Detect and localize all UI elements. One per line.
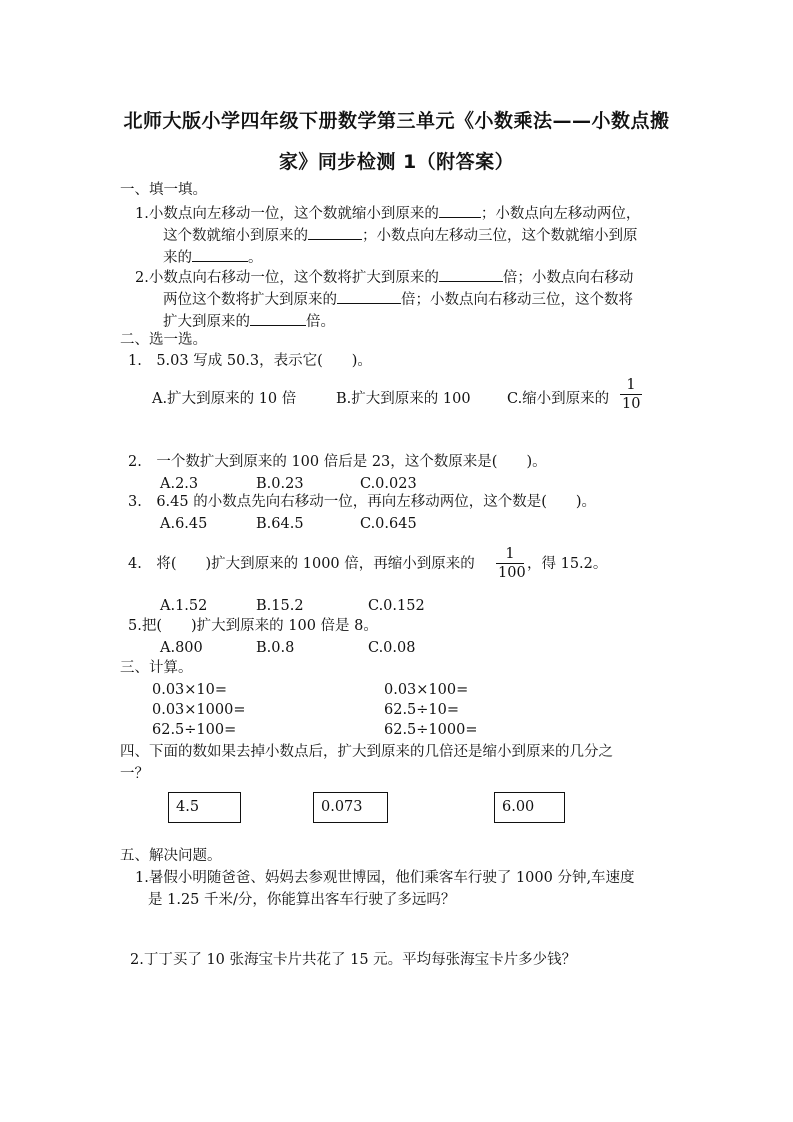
option-a[interactable]: A.2.3: [160, 476, 199, 492]
question-2-4-stem-end: ，得 15.2。: [527, 556, 608, 572]
option-b[interactable]: B.0.23: [256, 476, 304, 492]
fraction: [620, 376, 642, 413]
fraction-denominator: 10: [622, 396, 641, 412]
option-c[interactable]: C.0.08: [368, 640, 416, 656]
fraction-numerator: 1: [626, 377, 636, 393]
section-4-heading: 四、下面的数如果去掉小数点后，扩大到原来的几倍还是缩小到原来的几分之: [120, 744, 613, 760]
section-5-heading: 五、解决问题。: [120, 848, 222, 864]
page-title-line-2: 家》同步检测 1（附答案）: [278, 151, 515, 173]
question-text: 2.小数点向右移动一位，这个数将扩大到原来的: [135, 270, 439, 286]
option-c[interactable]: C.缩小到原来的: [507, 391, 610, 407]
option-a[interactable]: A.扩大到原来的 10 倍: [152, 391, 297, 407]
question-text: 1.小数点向左移动一位，这个数就缩小到原来的: [135, 206, 439, 222]
calc-expression: 0.03×100=: [384, 682, 469, 698]
problem-1-line-2: 是 1.25 千米/分，你能算出客车行驶了多远吗？: [148, 892, 456, 908]
question-text: 两位这个数将扩大到原来的: [163, 292, 337, 308]
option-a[interactable]: A.1.52: [160, 598, 208, 614]
question-1-1-line-1: [135, 202, 640, 224]
number-box: 4.5: [168, 792, 241, 823]
question-1-2-line-1: [135, 266, 633, 288]
option-b[interactable]: B.64.5: [256, 516, 304, 532]
calc-expression: 62.5÷1000=: [384, 722, 478, 738]
question-1-1-line-2: [163, 224, 638, 246]
question-text: 倍；小数点向右移动三位，这个数将: [401, 292, 633, 308]
option-a[interactable]: A.6.45: [160, 516, 208, 532]
question-1-2-line-3: [163, 310, 335, 332]
fraction: [496, 545, 524, 582]
question-text: 这个数就缩小到原来的: [163, 228, 308, 244]
page-title-line-1: 北师大版小学四年级下册数学第三单元《小数乘法——小数点搬: [123, 110, 670, 132]
question-2-5-stem: 5.把( )扩大到原来的 100 倍是 8。: [128, 618, 378, 634]
question-text: 扩大到原来的: [163, 314, 250, 330]
section-2-heading: 二、选一选。: [120, 332, 207, 348]
calc-expression: 62.5÷10=: [384, 702, 460, 718]
section-1-heading: 一、填一填。: [120, 182, 207, 198]
option-b[interactable]: B.0.8: [256, 640, 295, 656]
question-1-1-line-3: [163, 246, 263, 268]
question-1-2-line-2: [163, 288, 633, 310]
calc-expression: 0.03×1000=: [152, 702, 246, 718]
question-2-4-stem: 4. 将( )扩大到原来的 1000 倍，再缩小到原来的: [128, 556, 475, 572]
question-2-3-stem: 3. 6.45 的小数点先向右移动一位，再向左移动两位，这个数是( )。: [128, 494, 597, 510]
option-b[interactable]: B.扩大到原来的 100: [336, 391, 471, 407]
answer-blank[interactable]: [250, 310, 306, 326]
answer-blank[interactable]: [439, 202, 481, 218]
option-b[interactable]: B.15.2: [256, 598, 304, 614]
answer-blank[interactable]: [337, 288, 401, 304]
number-box: 0.073: [313, 792, 388, 823]
question-2-1-stem: 1. 5.03 写成 50.3，表示它( )。: [128, 353, 372, 369]
calc-expression: 0.03×10=: [152, 682, 228, 698]
section-4-heading-cont: 一？: [120, 766, 149, 782]
number-box: 6.00: [494, 792, 565, 823]
fraction-denominator: 100: [498, 565, 526, 581]
question-text: 。: [248, 250, 263, 266]
question-text: 倍；小数点向右移动: [502, 270, 634, 286]
section-3-heading: 三、计算。: [120, 660, 193, 676]
question-text: ；小数点向左移动三位，这个数就缩小到原: [362, 228, 638, 244]
answer-blank[interactable]: [439, 266, 503, 282]
question-text: 来的: [163, 250, 192, 266]
answer-blank[interactable]: [308, 224, 362, 240]
problem-2: 2.丁丁买了 10 张海宝卡片共花了 15 元。平均每张海宝卡片多少钱？: [130, 952, 577, 968]
calc-expression: 62.5÷100=: [152, 722, 237, 738]
fraction-numerator: 1: [505, 546, 515, 562]
question-text: ；小数点向左移动两位，: [480, 206, 641, 222]
question-2-2-stem: 2. 一个数扩大到原来的 100 倍后是 23，这个数原来是( )。: [128, 454, 547, 470]
option-c[interactable]: C.0.152: [368, 598, 425, 614]
problem-1-line-1: 1.暑假小明随爸爸、妈妈去参观世博园，他们乘客车行驶了 1000 分钟,车速度: [135, 870, 635, 886]
answer-blank[interactable]: [192, 246, 248, 262]
question-text: 倍。: [306, 314, 335, 330]
option-c[interactable]: C.0.645: [360, 516, 417, 532]
option-c[interactable]: C.0.023: [360, 476, 417, 492]
option-a[interactable]: A.800: [160, 640, 203, 656]
